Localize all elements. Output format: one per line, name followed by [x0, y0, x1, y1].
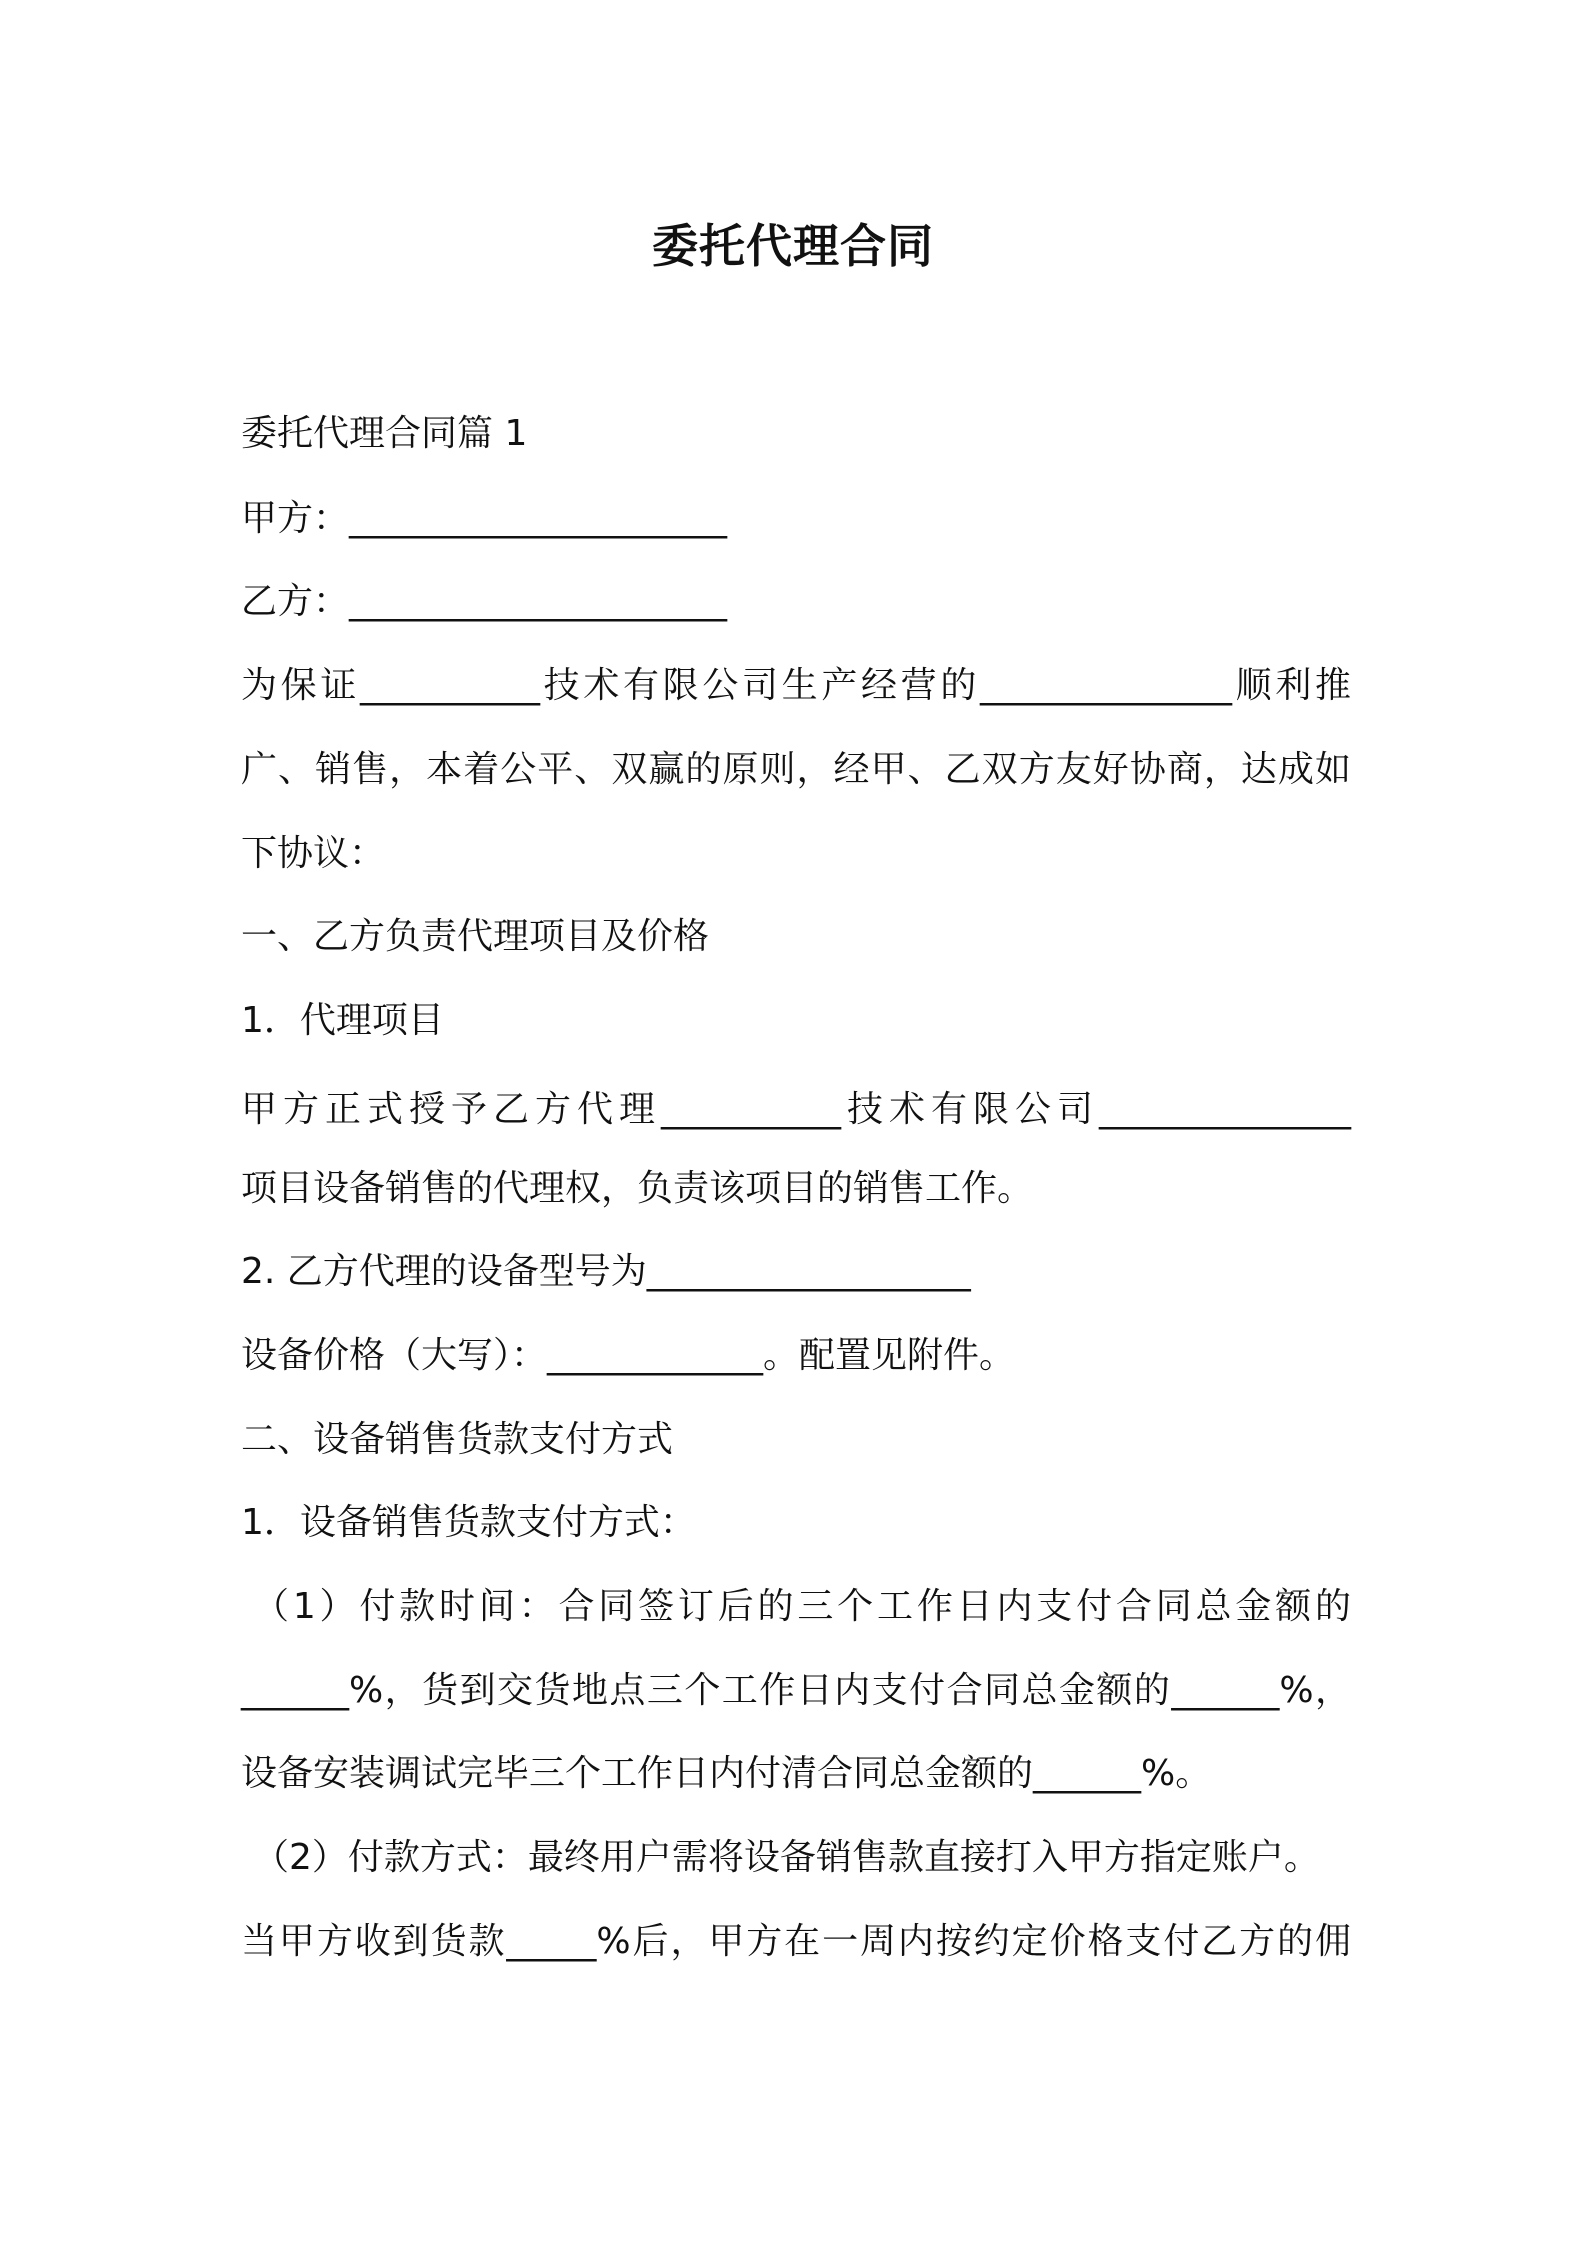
clause-1-1-text-line-1: 甲方正式授予乙方代理__________技术有限公司______________ — [241, 1089, 1351, 1130]
preamble-line-1: 为保证__________技术有限公司生产经营的______________顺利推 — [241, 665, 1351, 706]
clause-1-1-text-line-2: 项目设备销售的代理权，负责该项目的销售工作。 — [241, 1168, 1034, 1209]
clause-1-heading: 一、乙方负责代理项目及价格 — [241, 916, 710, 957]
clause-2-heading: 二、设备销售货款支付方式 — [241, 1419, 674, 1460]
preamble-line-3: 下协议： — [241, 833, 386, 874]
payment-time-line-2: ______%，货到交货地点三个工作日内支付合同总金额的______%， — [241, 1670, 1351, 1711]
party-b-line: 乙方：_____________________ — [241, 581, 728, 622]
payment-method-line-1: （2）付款方式：最终用户需将设备销售款直接打入甲方指定账户。 — [253, 1837, 1320, 1878]
clause-1-2-model-line: 2. 乙方代理的设备型号为__________________ — [241, 1251, 971, 1292]
clause-1-2-price-line: 设备价格（大写）：____________。配置见附件。 — [241, 1335, 1016, 1376]
payment-method-line-2: 当甲方收到货款_____%后，甲方在一周内按约定价格支付乙方的佣 — [241, 1921, 1351, 1962]
party-a-line: 甲方：_____________________ — [241, 498, 728, 539]
payment-time-line-1: （1）付款时间：合同签订后的三个工作日内支付合同总金额的 — [253, 1586, 1351, 1627]
preamble-line-2: 广、销售，本着公平、双赢的原则，经甲、乙双方友好协商，达成如 — [241, 749, 1351, 790]
document-title: 委托代理合同 — [652, 219, 934, 273]
clause-1-1-heading: 1．代理项目 — [241, 1000, 444, 1041]
payment-time-line-3: 设备安装调试完毕三个工作日内付清合同总金额的______%。 — [241, 1753, 1212, 1794]
section-heading-part1: 委托代理合同篇 1 — [241, 413, 528, 454]
clause-2-1-heading: 1．设备销售货款支付方式： — [241, 1502, 696, 1543]
